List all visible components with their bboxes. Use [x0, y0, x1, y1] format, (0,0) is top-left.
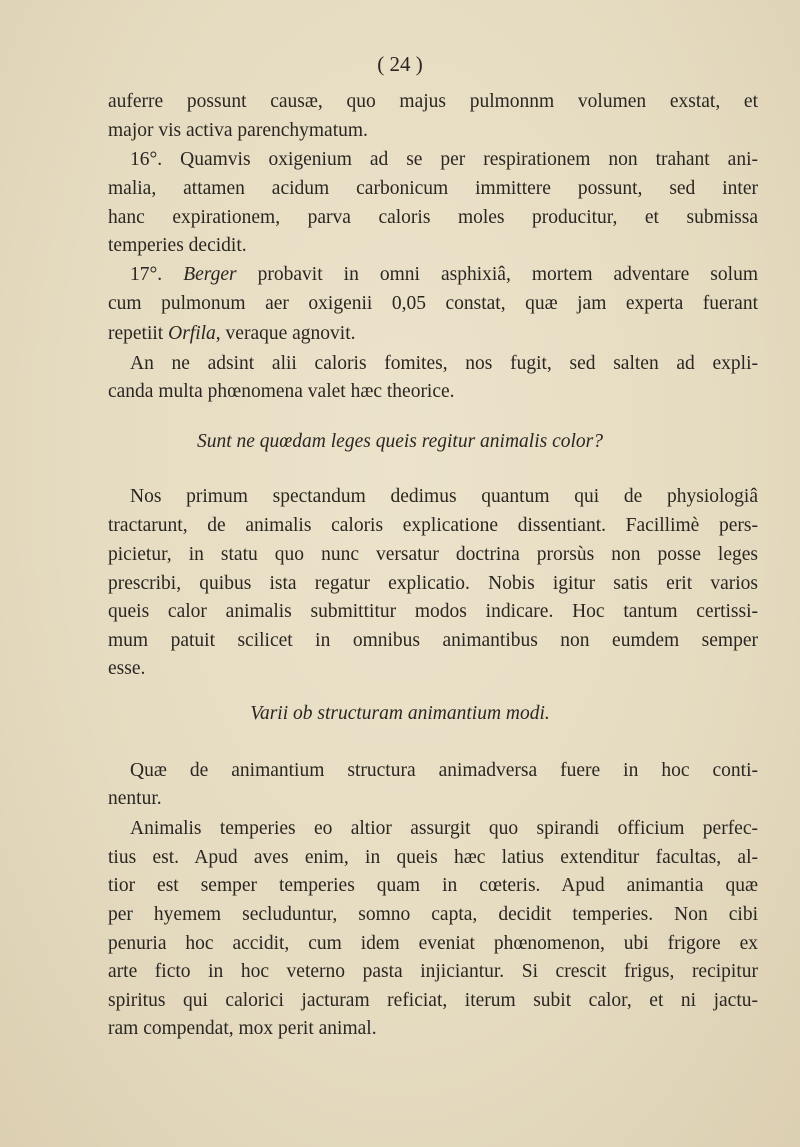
text-line: penuria hoc accidit, cum idem eveniat phœnomenon, ubi frigore ex	[108, 933, 758, 954]
text-line: tior est semper temperies quam in cœteris. Apud animantia quæ	[108, 875, 758, 896]
text-line: prescribi, quibus ista regatur explicatio. Nobis igitur satis erit varios	[108, 573, 758, 594]
text-line: tractarunt, de animalis caloris explicatione dissentiant. Facillimè pers-	[108, 515, 758, 536]
text-line	[130, 261, 758, 289]
text-line: picietur, in statu quo nunc versatur doctrina prorsùs non posse leges	[108, 544, 758, 565]
text-run: repetiit	[108, 323, 169, 344]
text-line: cum pulmonum aer oxigenii 0,05 constat, quæ jam experta fuerant	[108, 293, 758, 314]
text-line: An ne adsint alii caloris fomites, nos fugit, sed salten ad expli-	[130, 353, 758, 374]
text-run: , veraque agnovit.	[215, 323, 356, 344]
text-line: malia, attamen acidum carbonicum immittere possunt, sed inter	[108, 178, 758, 199]
text-line: Animalis temperies eo altior assurgit quo spirandi officium perfec-	[130, 818, 758, 839]
text-run: probavit in omni asphixiâ, mortem adventare solum	[236, 264, 758, 285]
text-line: major vis activa parenchymatum.	[108, 120, 368, 141]
text-line: Quæ de animantium structura animadversa fuere in hoc conti-	[130, 760, 758, 781]
text-line: hanc expirationem, parva caloris moles producitur, et submissa	[108, 207, 758, 228]
text-line: per hyemem secluduntur, somno capta, decidit temperies. Non cibi	[108, 904, 758, 925]
text-line: 16°. Quamvis oxigenium ad se per respirationem non trahant ani-	[130, 149, 758, 170]
text-run: 17°.	[130, 264, 184, 285]
text-line: mum patuit scilicet in omnibus animantibus non eumdem semper	[108, 630, 758, 651]
text-line: queis calor animalis submittitur modos indicare. Hoc tantum certissi-	[108, 601, 758, 622]
author-name: Berger	[183, 264, 237, 285]
author-name: Orfila	[168, 323, 216, 344]
text-line: nentur.	[108, 788, 162, 809]
text-line: ram compendat, mox perit animal.	[108, 1018, 377, 1039]
section-heading: Varii ob structuram animantium modi.	[250, 703, 550, 724]
text-line: arte ficto in hoc veterno pasta injiciantur. Si crescit frigus, recipitur	[108, 961, 758, 982]
text-line: temperies decidit.	[108, 235, 247, 256]
text-line: tius est. Apud aves enim, in queis hæc latius extenditur facultas, al-	[108, 847, 758, 868]
text-line: Nos primum spectandum dedimus quantum qui de physiologiâ	[130, 486, 758, 507]
text-line: canda multa phœnomena valet hæc theorice.	[108, 381, 455, 402]
text-line	[108, 320, 758, 348]
text-line: esse.	[108, 658, 146, 679]
text-line: auferre possunt causæ, quo majus pulmonnm volumen exstat, et	[108, 91, 758, 112]
page-number: ( 24 )	[377, 52, 423, 76]
text-line: spiritus qui calorici jacturam reficiat, iterum subit calor, et ni jactu-	[108, 990, 758, 1011]
section-heading: Sunt ne quœdam leges queis regitur animalis color?	[196, 431, 604, 452]
